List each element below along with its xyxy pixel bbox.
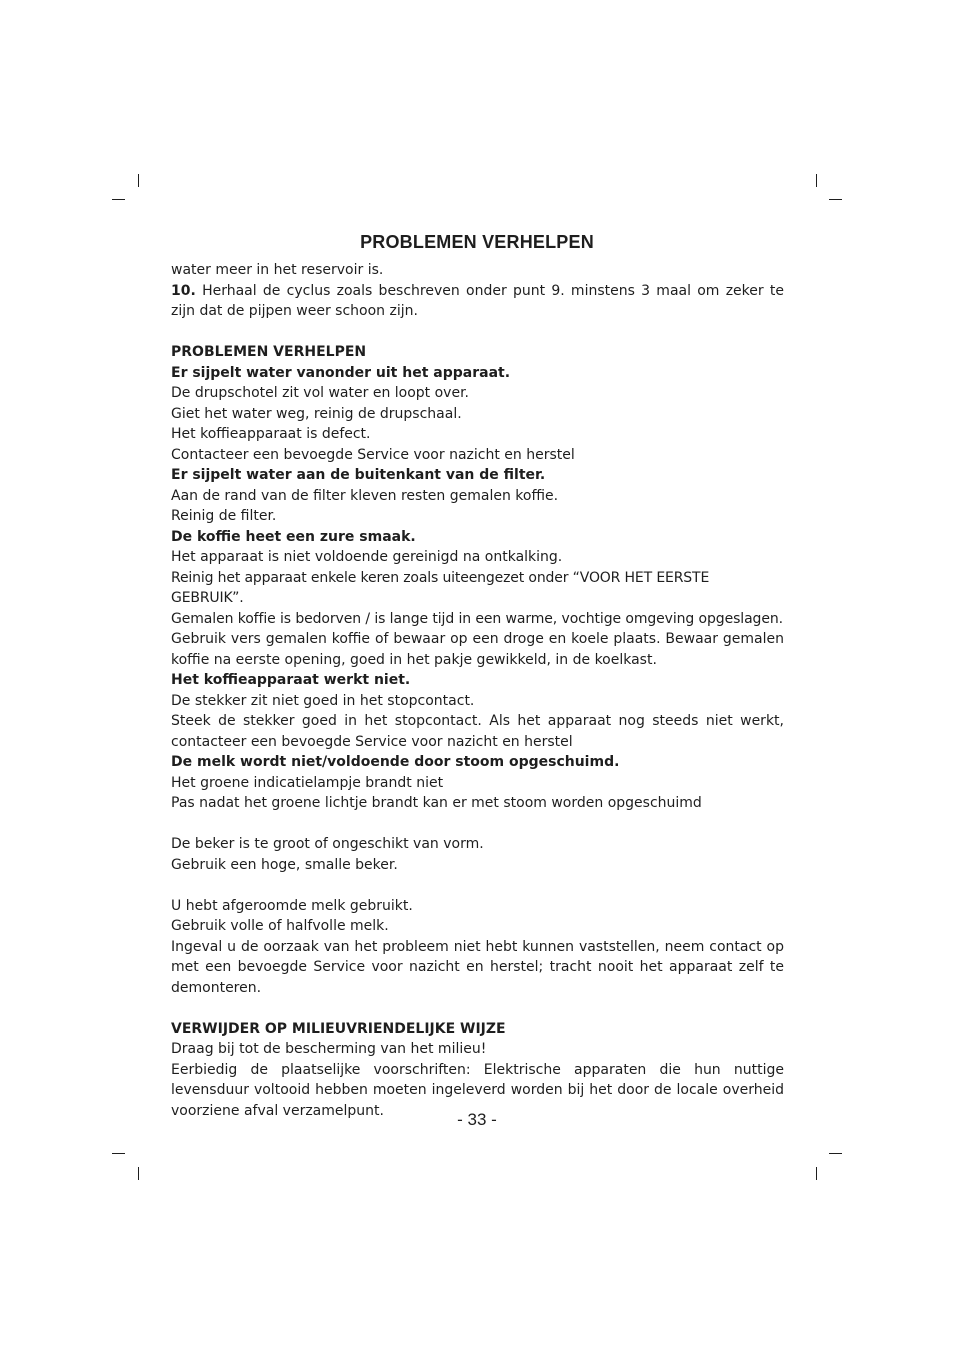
spacer bbox=[171, 322, 784, 343]
problem-line: De beker is te groot of ongeschikt van vorm. bbox=[171, 836, 484, 852]
problem-line: Het koffieapparaat is defect. bbox=[171, 426, 371, 442]
problem-heading: Er sijpelt water aan de buitenkant van de filter. bbox=[171, 467, 546, 483]
problem-line: Pas nadat het groene lichtje brandt kan er met stoom worden opgeschuimd bbox=[171, 795, 702, 811]
problem-line: Gebruik vers gemalen koffie of bewaar op een droge en koele plaats. Bewaar gemalen koffie na eerste opening, goed in het pakje gewikkeld, in de koelkast. bbox=[171, 631, 784, 668]
problem-heading: Er sijpelt water vanonder uit het apparaat. bbox=[171, 364, 511, 381]
crop-mark-top-right-vertical bbox=[816, 174, 817, 187]
crop-mark-top-left-vertical bbox=[138, 174, 139, 187]
crop-mark-bottom-left-vertical bbox=[138, 1167, 139, 1180]
problem-line: Steek de stekker goed in het stopcontact. Als het apparaat nog steeds niet werkt, contacteer een bevoegde Service voor nazicht en herstel bbox=[171, 713, 784, 750]
problem-line: Het apparaat is niet voldoende gereinigd na ontkalking. bbox=[171, 549, 563, 565]
problem-line: Giet het water weg, reinig de drupschaal. bbox=[171, 405, 462, 422]
crop-mark-top-left-horizontal bbox=[112, 199, 125, 200]
step-text: Herhaal de cyclus zoals beschreven onder punt 9. minstens 3 maal om zeker te zijn dat de pijpen weer schoon zijn. bbox=[171, 282, 784, 319]
problem-line: Ingeval u de oorzaak van het probleem niet hebt kunnen vaststellen, neem contact op met een bevoegde Service voor nazicht en herstel; tracht nooit het apparaat zelf te demonteren. bbox=[171, 938, 784, 996]
section-heading-disposal: VERWIJDER OP MILIEUVRIENDELIJKE WIJZE bbox=[171, 1020, 506, 1037]
spacer bbox=[171, 998, 784, 1019]
crop-mark-top-right-horizontal bbox=[829, 199, 842, 200]
problem-line: Het groene indicatielampje brandt niet bbox=[171, 774, 444, 791]
problem-line: Gebruik volle of halfvolle melk. bbox=[171, 918, 389, 934]
crop-mark-bottom-left-horizontal bbox=[112, 1153, 125, 1154]
step-10 bbox=[171, 281, 784, 322]
problem-line: Reinig de filter. bbox=[171, 508, 277, 524]
problem-line: De stekker zit niet goed in het stopcontact. bbox=[171, 692, 475, 709]
disposal-line: Draag bij tot de bescherming van het milieu! bbox=[171, 1041, 487, 1057]
step-number: 10. bbox=[171, 282, 196, 299]
spacer bbox=[171, 814, 784, 835]
problem-line: Aan de rand van de filter kleven resten gemalen koffie. bbox=[171, 487, 559, 504]
page-number: - 33 - bbox=[457, 1110, 497, 1129]
problem-line: Reinig het apparaat enkele keren zoals uiteengezet onder “VOOR HET EERSTE GEBRUIK”. bbox=[171, 569, 710, 606]
crop-mark-bottom-right-horizontal bbox=[829, 1153, 842, 1154]
problem-heading: Het koffieapparaat werkt niet. bbox=[171, 672, 411, 688]
spacer bbox=[171, 875, 784, 896]
document-body bbox=[171, 260, 784, 1121]
problem-line: De drupschotel zit vol water en loopt over. bbox=[171, 385, 469, 401]
problem-line: Gebruik een hoge, smalle beker. bbox=[171, 856, 398, 873]
intro-line: water meer in het reservoir is. bbox=[171, 262, 384, 278]
problem-heading: De melk wordt niet/voldoende door stoom opgeschuimd. bbox=[171, 754, 620, 770]
disposal-line: Eerbiedig de plaatselijke voorschriften: Elektrische apparaten die hun nuttige levensduur voltooid hebben moeten ingeleverd worden bij het door de locale overheid voorziene afval verzamelpunt. bbox=[171, 1061, 784, 1119]
page-title: PROBLEMEN VERHELPEN bbox=[360, 232, 594, 252]
crop-mark-bottom-right-vertical bbox=[816, 1167, 817, 1180]
problem-heading: De koffie heet een zure smaak. bbox=[171, 528, 416, 545]
problem-line: U hebt afgeroomde melk gebruikt. bbox=[171, 897, 413, 914]
section-heading-troubleshooting: PROBLEMEN VERHELPEN bbox=[171, 344, 367, 360]
problem-line: Gemalen koffie is bedorven / is lange tijd in een warme, vochtige omgeving opgeslagen. bbox=[171, 610, 783, 627]
problem-line: Contacteer een bevoegde Service voor nazicht en herstel bbox=[171, 446, 575, 463]
